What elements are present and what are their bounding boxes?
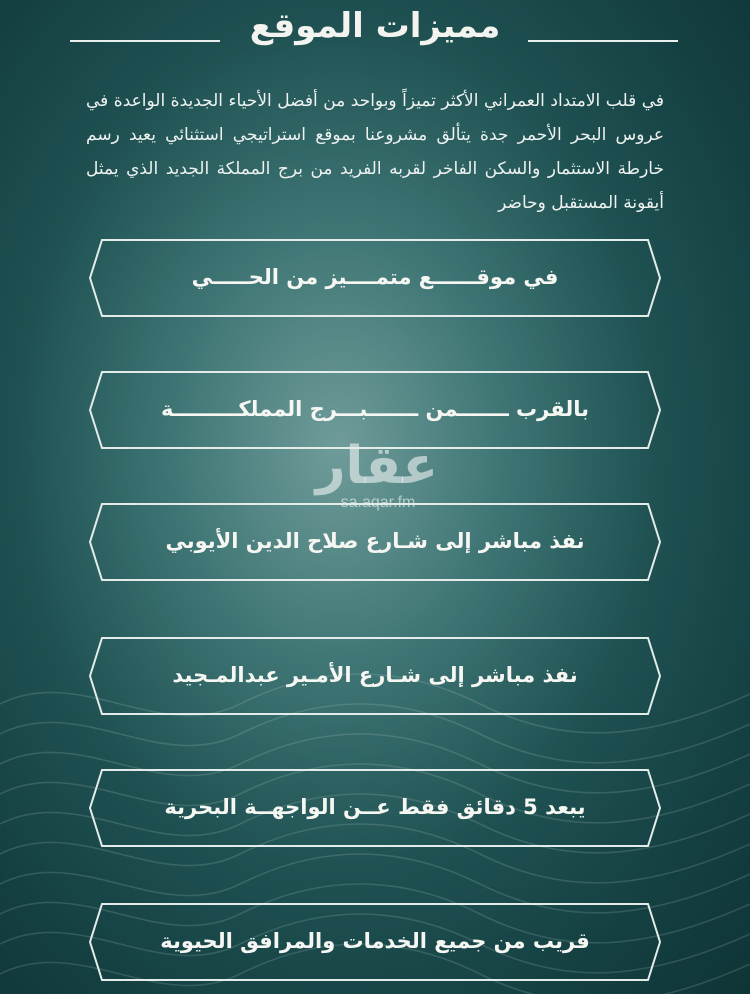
feature-card [88, 902, 662, 980]
feature-card [88, 502, 662, 580]
watermark-url: sa.aqar.fm [340, 494, 416, 511]
feature-label: نفذ مباشر إلى شـارع صلاح الدين الأيوبي [165, 529, 585, 553]
watermark-logo: عقار [315, 436, 438, 496]
feature-card [88, 636, 662, 714]
feature-card [88, 370, 662, 448]
feature-label: في موقــــــع متمــــيز من الحـــــي [191, 265, 559, 289]
feature-label: بالقرب ـــــــمن ـــــــبـــرج المملكـــــــــة [161, 397, 589, 421]
feature-card [88, 768, 662, 846]
feature-label: يبعد 5 دقائق فقط عــن الواجهــة البحرية [164, 795, 586, 819]
feature-label: نفذ مباشر إلى شـارع الأمـير عبدالمـجيد [172, 663, 578, 687]
intro-paragraph: في قلب الامتداد العمراني الأكثر تميزاً وبواحد من أفضل الأحياء الجديدة الواعدة في عروس البحر الأحمر جدة يتألق مشروعنا بموقع استراتيجي استثنائي يعيد رسم خارطة الاستثمار والسكن الفاخر لقربه الفريد من برج المملكة الجديد الذي يمثل أيقونة المستقبل وحاضر [86, 91, 664, 213]
feature-card [88, 238, 662, 316]
section-title: مميزات الموقع [249, 6, 501, 46]
section-header [0, 0, 750, 70]
feature-label: قريب من جميع الخدمات والمرافق الحيوية [160, 929, 590, 953]
